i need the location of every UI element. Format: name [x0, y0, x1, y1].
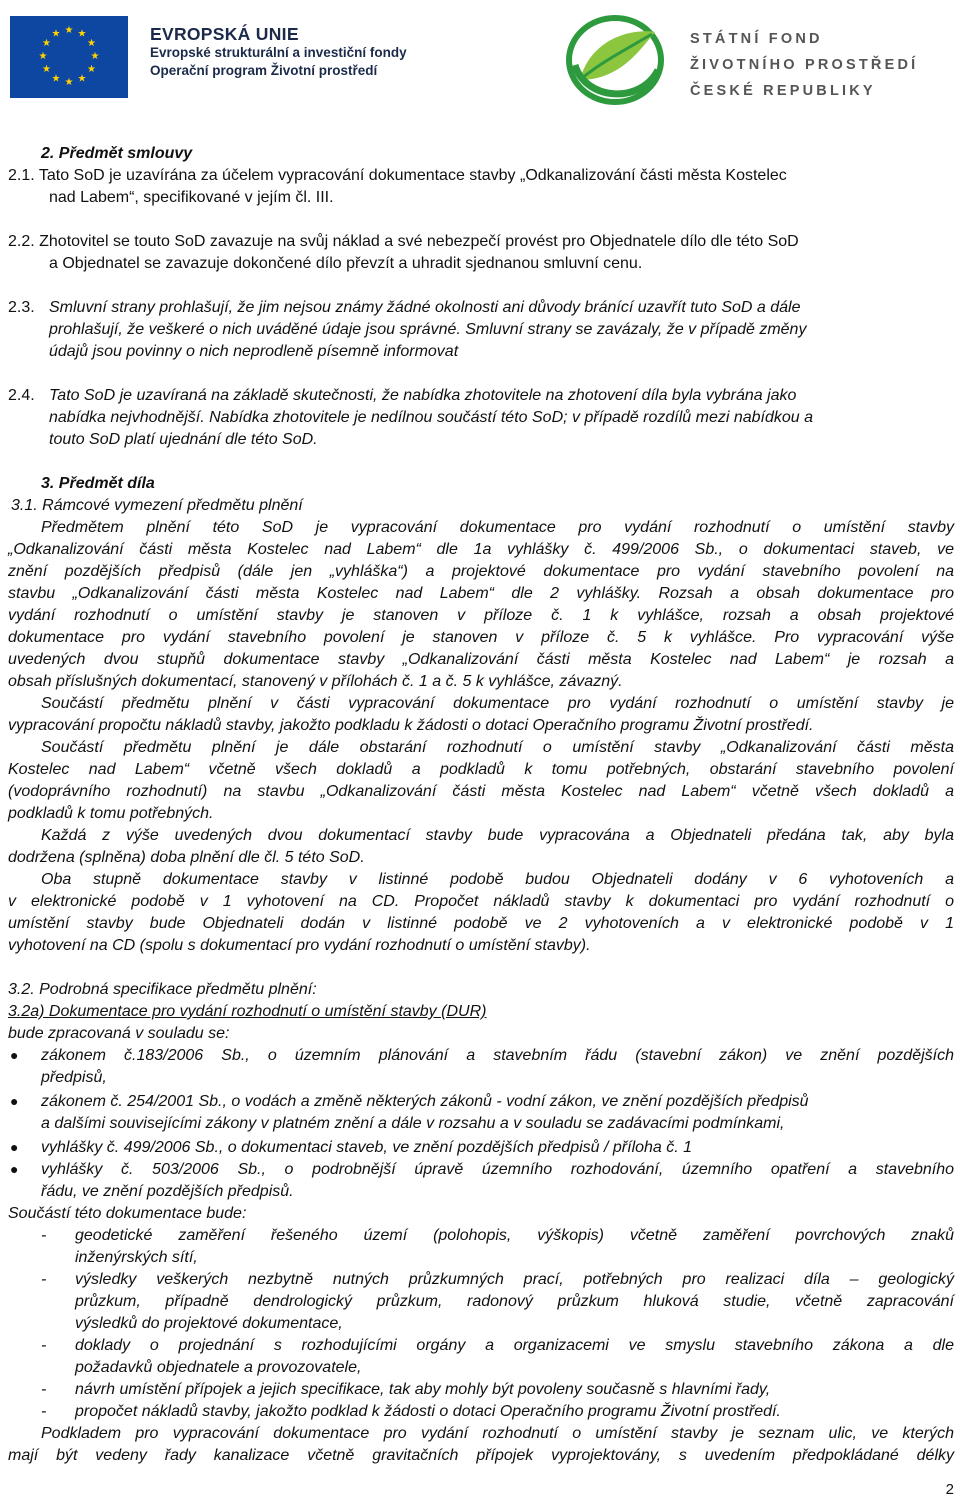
section-2-heading: 2. Předmět smlouvy: [41, 145, 193, 162]
clause-2-3-line-1: Smluvní strany prohlašují, že jim nejsou známy žádné okolnosti ani důvody bránící uzavřít tuto SoD a dále: [49, 299, 801, 316]
clause-3-1-para3-line-2: Kostelec nad Labem“ včetně všech dokladů a podkladů k tomu potřebných, obstarání stavebního povolení: [8, 761, 954, 778]
clause-3-1-para5-line-3: umístění stavby bude Objednateli dodán v listinné podobě ve 2 vyhotoveních a v elektronické podobě v 1: [8, 915, 954, 932]
svg-text:★: ★: [42, 38, 51, 49]
svg-text:★: ★: [51, 28, 61, 40]
clause-2-3-line-3: údajů jsou povinny o nich neprodleně písemně informovat: [49, 343, 459, 360]
eu-program-line: Operační program Životní prostředí: [150, 62, 378, 78]
section-3-heading: 3. Předmět díla: [41, 475, 155, 492]
page-header: [0, 0, 960, 115]
clause-3-1-para3-line-1: Součástí předmětu plnění je dále obstarání rozhodnutí o umístění stavby „Odkanalizování části města: [41, 739, 954, 756]
eu-flag-logo: [10, 16, 128, 98]
legal-basis-item-1-line-1: zákonem č.183/2006 Sb., o územním plánování a stavebním řádu (stavební zákon) ve znění pozdějších: [41, 1047, 954, 1064]
clause-2-3-line-2: prohlašují, že veškeré o nich uváděné údaje jsou správné. Smluvní strany se zavázaly, že v případě změny: [49, 321, 807, 338]
bullet-dot: ●: [10, 1139, 19, 1155]
clause-3-1-line-5: vydání rozhodnutí o umístění stavby je stanoven v příloze č. 1 k vyhlášce, rozsah a obsah projektové: [8, 607, 954, 624]
legal-basis-item-4-line-2: řádu, ve znění pozdějších předpisů.: [41, 1183, 294, 1200]
legal-basis-item-1-line-2: předpisů,: [41, 1069, 107, 1086]
svg-text:★: ★: [77, 73, 87, 85]
clause-3-1-para5-line-4: vyhotovení na CD (spolu s dokumentací pro vydání rozhodnutí o umístění stavby).: [8, 937, 591, 954]
sfzp-line-1: STÁTNÍ FOND: [690, 31, 823, 47]
documentation-contents-heading: Součástí této dokumentace bude:: [8, 1205, 247, 1222]
clause-3-2a-intro: bude zpracovaná v souladu se:: [8, 1025, 230, 1042]
eu-title: EVROPSKÁ UNIE: [150, 24, 299, 44]
svg-text:★: ★: [64, 25, 74, 36]
contents-item-1-line-2: inženýrských sítí,: [75, 1249, 198, 1266]
clause-3-1-para5-line-1: Oba stupně dokumentace stavby v listinné podobě budou Objednateli dodány v 6 vyhotoveních a: [41, 871, 954, 888]
svg-text:★: ★: [64, 77, 74, 88]
contents-item-2-line-1: výsledky veškerých nezbytně nutných průzkumných prací, potřebných pro realizaci díla – geologický: [75, 1271, 954, 1288]
legal-basis-item-3: vyhlášky č. 499/2006 Sb., o dokumentaci staveb, ve znění pozdějších předpisů / příloha č. 1: [41, 1139, 693, 1156]
svg-text:★: ★: [77, 28, 87, 40]
clause-3-1-para2-line-2: vypracování propočtu nákladů stavby, jakožto podkladu k žádosti o dotaci Operačního programu Životní prostředí.: [8, 717, 814, 734]
contents-item-1-line-1: geodetické zaměření řešeného území (polohopis, výškopis) včetně zaměření povrchových znaků: [75, 1227, 954, 1244]
clause-2-1-line-1: 2.1. Tato SoD je uzavírána za účelem vypracování dokumentace stavby „Odkanalizování části města Kostelec: [8, 167, 787, 184]
clause-2-2-line-1: 2.2. Zhotovitel se touto SoD zavazuje na svůj náklad a své nebezpečí provést pro Objednatele dílo dle této SoD: [8, 233, 799, 250]
clause-2-1-line-2: nad Labem“, specifikované v jejím čl. III.: [49, 189, 334, 206]
clause-3-2a-heading: 3.2a) Dokumentace pro vydání rozhodnutí o umístění stavby (DUR): [8, 1003, 487, 1020]
clause-3-2-heading: 3.2. Podrobná specifikace předmětu plnění:: [8, 981, 317, 998]
clause-3-1-line-8: obsah příslušných dokumentací, stanovený v přílohách č. 1 a č. 5 k vyhlášce, závazný.: [8, 673, 623, 690]
clause-3-1-line-6: dokumentace pro vydání stavebního povolení je stanoven v příloze č. 5 k vyhlášce. Pro vypracování výše: [8, 629, 954, 646]
clause-3-1-para4-line-1: Každá z výše uvedených dvou dokumentací stavby bude vypracována a Objednateli předána tak, aby byla: [41, 827, 954, 844]
clause-3-1-heading: 3.1. Rámcové vymezení předmětu plnění: [11, 497, 303, 514]
clause-3-1-para2-line-1: Součástí předmětu plnění v části vypracování dokumentace pro vydání rozhodnutí o umístění stavby je: [41, 695, 954, 712]
clause-3-1-para5-line-2: v elektronické podobě v 1 vyhotovení na CD. Propočet nákladů stavby k dokumentaci pro vydání rozhodnutí o: [8, 893, 954, 910]
legal-basis-item-4-line-1: vyhlášky č. 503/2006 Sb., o podrobnější úpravě územního rozhodování, územního opatření a stavebního: [41, 1161, 954, 1178]
list-dash: -: [41, 1337, 47, 1354]
clause-2-4-line-1: Tato SoD je uzavíraná na základě skutečnosti, že nabídka zhotovitele na zhotovení díla byla vybrána jako: [49, 387, 797, 404]
clause-3-1-line-2: „Odkanalizování části města Kostelec nad Labem“ dle 1a vyhlášky č. 499/2006 Sb., o dokumentaci staveb, ve: [8, 541, 954, 558]
list-dash: -: [41, 1381, 47, 1398]
clause-3-1-line-4: stavbu „Odkanalizování části města Kostelec nad Labem“ dle 2 vyhlášky. Rozsah a obsah dokumentace pro: [8, 585, 954, 602]
contents-item-3-line-1: doklady o projednání s rozhodujícími orgány a organizacemi ve smyslu stavebního zákona a dle: [75, 1337, 954, 1354]
sfzp-line-3: ČESKÉ REPUBLIKY: [690, 83, 876, 99]
list-dash: -: [41, 1227, 47, 1244]
eu-funds-line: Evropské strukturální a investiční fondy: [150, 45, 407, 60]
clause-2-4-line-3: touto SoD platí ujednání dle této SoD.: [49, 431, 318, 448]
clause-3-1-para3-line-4: podkladů k tomu potřebných.: [8, 805, 214, 822]
clause-3-1-para4-line-2: dodržena (splněna) doba plnění dle čl. 5 této SoD.: [8, 849, 365, 866]
svg-text:★: ★: [42, 64, 51, 75]
clause-3-1-para3-line-3: (vodoprávního rozhodnutí) na stavbu „Odkanalizování části města Kostelec nad Labem“ včetně všech dokladů a: [8, 783, 954, 800]
bullet-dot: ●: [10, 1161, 19, 1177]
clause-2-2-line-2: a Objednatel se zavazuje dokončené dílo převzít a uhradit sjednanou smluvní cenu.: [49, 255, 643, 272]
contents-item-4: návrh umístění přípojek a jejich specifikace, tak aby mohly být povoleny současně s hlavními řady,: [75, 1381, 771, 1398]
legal-basis-item-2-line-2: a dalšími souvisejícími zákony v platném znění a dále v rozsahu a v souladu se zadávacími podmínkami,: [41, 1115, 785, 1132]
list-dash: -: [41, 1403, 47, 1420]
eu-program-text: [150, 24, 407, 79]
svg-text:★: ★: [87, 38, 96, 49]
page-number: 2: [945, 1481, 954, 1498]
sfzp-name: [690, 26, 918, 104]
clause-2-4-line-2: nabídka nejvhodnější. Nabídka zhotovitele je nedílnou součástí této SoD; v případě rozdílů mezi nabídkou a: [49, 409, 814, 426]
clause-2-4-number: 2.4.: [8, 387, 35, 404]
legal-basis-item-2-line-1: zákonem č. 254/2001 Sb., o vodách a změně některých zákonů - vodní zákon, ve znění pozdějších předpisů: [41, 1093, 809, 1110]
bullet-dot: ●: [10, 1047, 19, 1063]
sfzp-line-2: ŽIVOTNÍHO PROSTŘEDÍ: [690, 57, 919, 73]
sfzp-leaf-logo-icon: [560, 10, 670, 108]
svg-text:★: ★: [38, 51, 48, 62]
contents-item-5: propočet nákladů stavby, jakožto podklad k žádosti o dotaci Operačního programu Životní prostředí.: [75, 1403, 781, 1420]
bullet-dot: ●: [10, 1093, 19, 1109]
eu-stars-icon: [10, 16, 128, 98]
clause-3-1-line-7: uvedených dvou stupňů dokumentace stavby „Odkanalizování části města Kostelec nad Labem“ je rozsah a: [8, 651, 954, 668]
contents-item-2-line-2: průzkum, případně dendrologický průzkum, radonový průzkum hluková studie, včetně zapracování: [75, 1293, 954, 1310]
svg-text:★: ★: [87, 64, 96, 75]
contents-item-2-line-3: výsledků do projektové dokumentace,: [75, 1315, 343, 1332]
closing-para-line-2: mají být vedeny řady kanalizace včetně gravitačních přípojek vyprojektovány, s uvedením předpokládané délky: [8, 1447, 954, 1464]
svg-text:★: ★: [51, 73, 61, 85]
clause-3-1-line-3: znění pozdějších předpisů (dále jen „vyhláška“) a projektové dokumentace pro vydání stavebního povolení na: [8, 563, 954, 580]
contents-item-3-line-2: požadavků objednatele a provozovatele,: [75, 1359, 362, 1376]
closing-para-line-1: Podkladem pro vypracování dokumentace pro vydání rozhodnutí o umístění stavby je seznam ulic, ve kterých: [41, 1425, 954, 1442]
svg-text:★: ★: [90, 51, 100, 62]
list-dash: -: [41, 1271, 47, 1288]
clause-2-3-number: 2.3.: [8, 299, 35, 316]
clause-3-1-line-1: Předmětem plnění této SoD je vypracování dokumentace pro vydání rozhodnutí o umístění stavby: [41, 519, 954, 536]
